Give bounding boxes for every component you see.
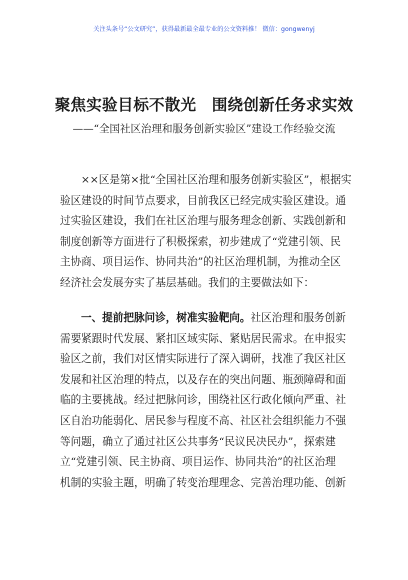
- paragraph-line: 制度创新等方面进行了积极探索，初步建成了“党建引领、民: [60, 235, 341, 248]
- paragraph-line: 验区之前，我们对区情实际进行了深入调研，找准了我区社区: [60, 353, 347, 366]
- paragraph-line: 经济社会发展夯实了基层基础。我们的主要做法如下：: [60, 276, 315, 289]
- paragraph-line: 机制的实验主题，明确了转变治理理念、完善治理功能、创新: [60, 476, 347, 489]
- paragraph-intro: [60, 170, 352, 294]
- paragraph-line: 过实验区建设，我们在社区治理与服务理念创新、实践创新和: [60, 215, 347, 228]
- paragraph-line: 区自治功能弱化、居民参与程度不高、社区社会组织能力不强: [60, 414, 347, 427]
- paragraph-line: ××区是第×批“全国社区治理和服务创新实验区”，根据实: [81, 174, 352, 186]
- paragraph-line: 立“党建引领、民主协商、项目运作、协同共治”的社区治理: [60, 456, 336, 469]
- section-heading-line: [60, 308, 352, 329]
- paragraph-line: 需要紧跟时代发展、紧扣区域实际、紧贴居民需求。在申报实: [60, 332, 347, 345]
- paragraph-line: 发展和社区治理的特点，以及存在的突出问题、瓶颈障碍和面: [60, 373, 347, 386]
- paragraph-line: 验区建设的时间节点要求，目前我区已经完成实验区建设。通: [60, 194, 347, 207]
- paragraph-line: 等问题，确立了通过社区公共事务“民议民决民办”，探索建: [60, 435, 336, 448]
- paragraph-line: 主协商、项目运作、协同共治”的社区治理机制，为推动全区: [60, 256, 341, 269]
- paragraph-line: 临的主要挑战。经过把脉问诊，围绕社区行政化倾向严重、社: [60, 394, 347, 407]
- paragraph-line-rest: 社区治理和服务创新: [250, 312, 346, 324]
- document-subtitle: ——“全国社区治理和服务创新实验区”建设工作经验交流: [72, 123, 336, 135]
- header-promo-note: 关注头条号“公文研究”，获得最新最全最专业的公文资料推！ 微信：gongwenyj: [93, 26, 315, 33]
- document-title: 聚焦实验目标不散光 围绕创新任务求实效: [54, 96, 354, 114]
- paragraph-section-one: [60, 308, 352, 493]
- section-heading: 一、提前把脉问诊，树准实验靶向。: [81, 312, 251, 324]
